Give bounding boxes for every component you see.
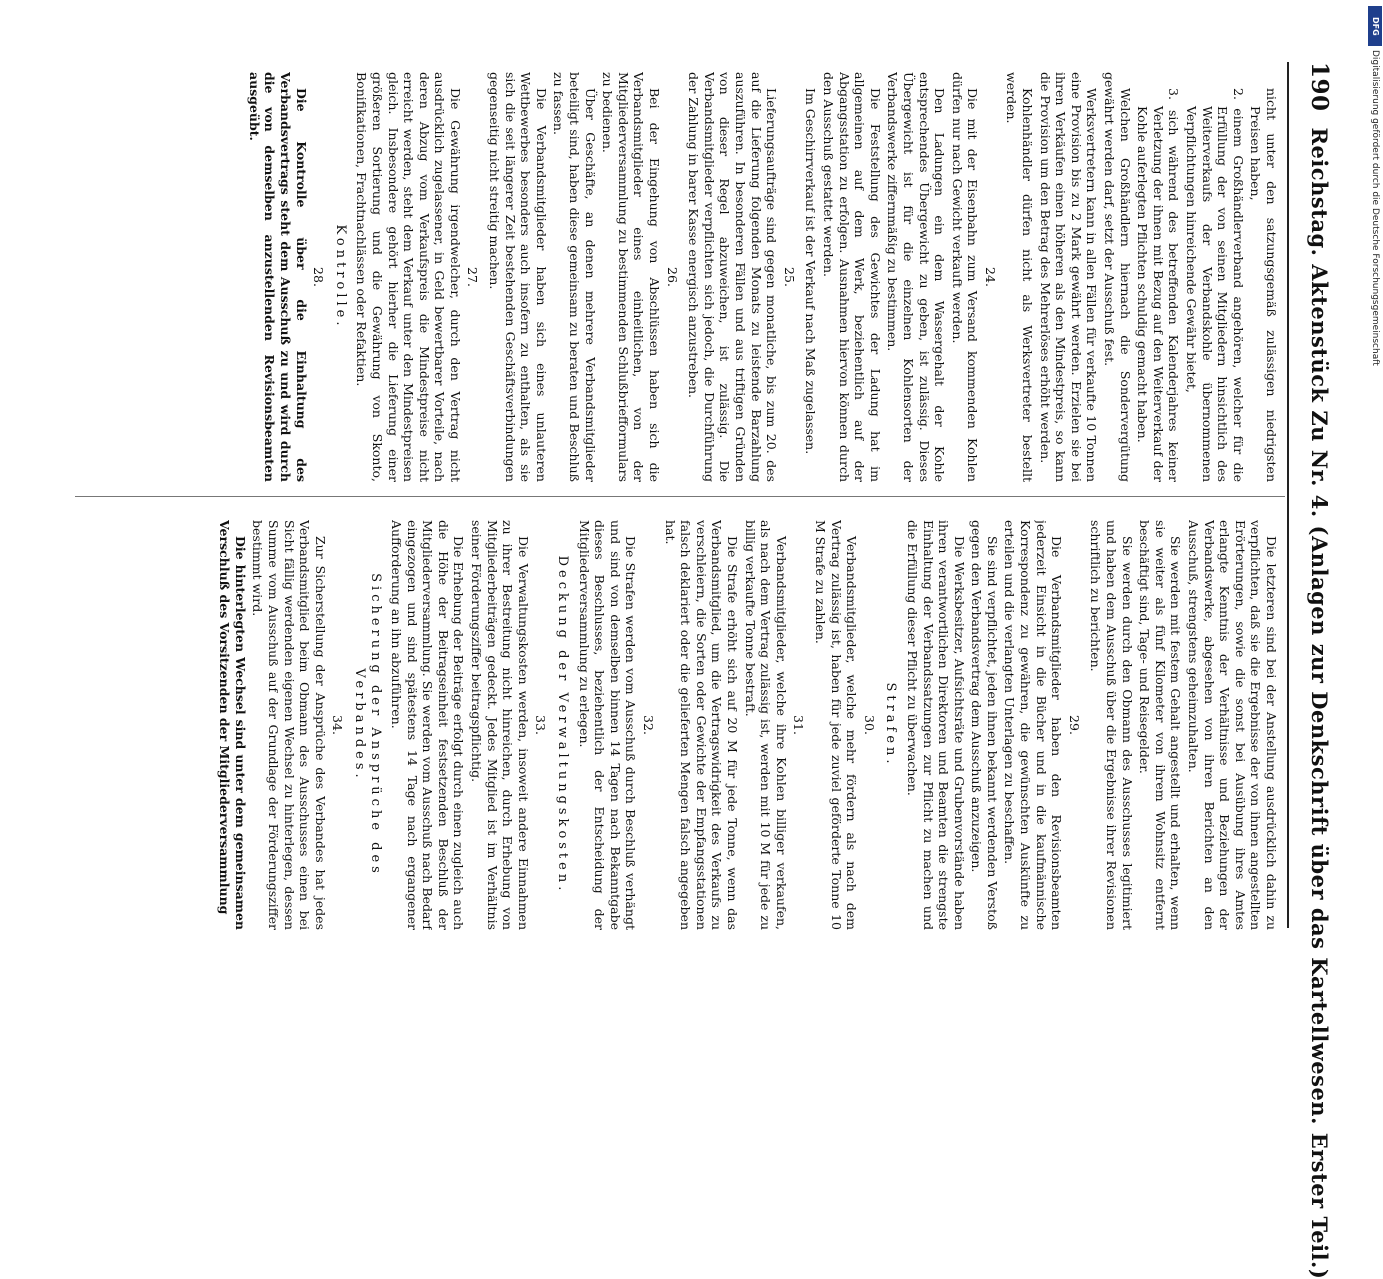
section-number: 25. (781, 267, 797, 287)
paragraph: Die Strafe erhöht sich auf 20 M für jede Tonne, wenn das Verbandsmitglied, um die Vertragswidrigkeit des Verkaufs zu verschleiern, die Sorten oder Gewichte der Empfangsstationen falsch deklariert oder die gelieferten Mengen falsch angegeben hat. (662, 520, 740, 930)
paragraph: Die letzteren sind bei der Anstellung ausdrücklich dahin zu verpflichten, daß sie die Ergebnisse der von ihnen angestellten Erörterungen, sowie die sonst bei Ausübung ihres Amtes erlangte Kenntnis der Verhältnisse und Beziehungen der Verbandswerke, abgesehen von ihren Berichten an den Ausschuß, strengstens geheimzuhalten. (1186, 520, 1279, 930)
paragraph: Die Werksbesitzer, Aufsichtsräte und Grubenvorstände haben ihren verantwortlichen Direktoren und Beamten die strengste Einhaltung der Verbandssatzungen zur Pflicht zu machen und die Erfüllung dieser Pflicht zu überwachen. (904, 520, 967, 930)
paragraph: Sie sind verpflichtet, jeden ihnen bekannt werdenden Verstoß gegen den Verbandsvertrag dem Ausschuß anzuzeigen. (969, 520, 1000, 930)
paragraph: Die Strafen werden vom Ausschuß durch Beschluß verhängt und sind von demselben binnen 14 Tagen nach Bekanntgabe dieses Beschlusses, beziehentlich der Entscheidung der Mitgliederversammlung zu erlegen. (576, 520, 639, 930)
section-number: 31. (791, 715, 807, 735)
header-rule (1287, 62, 1289, 928)
page-number: 190 (1306, 62, 1333, 112)
list-item: 3. sich während des betreffenden Kalenderjahres keiner Verletzung der ihnen mit Bezug auf den Weiterverkauf der Kohle auferlegten Pflichten schuldig gemacht haben. (1135, 88, 1182, 482)
section-number: 33. (533, 715, 549, 735)
list-item: nicht unter den satzungsgemäß zulässigen niedrigsten Preisen haben, (1248, 88, 1279, 482)
paragraph: Im Geschirrverkauf ist der Verkauf nach Maß zugelassen. (803, 88, 819, 455)
page-header (1293, 62, 1333, 1279)
list-item: 2. einem Großhändlerverband angehören, welcher für die Erfüllung der von seinen Mitgliedern hinsichtlich des Weiterverkaufs der Verbandskohle übernommenen Verpflichtungen hinreichende Gewähr bietet, (1184, 88, 1246, 482)
paragraph-bold: Die hinterlegten Wechsel sind unter dem gemeinsamen Verschluß des Vorsitzenden der Mitgliederversammlung (217, 520, 248, 930)
paragraph: Die Verbandsmitglieder haben sich eines unlauteren Wettbewerbes besonders auch insofern zu enthalten, als sie sich die seit längerer Zeit bestehenden Geschäftsverbindungen gegenseitig nicht streitig machen. (487, 72, 549, 482)
right-column (69, 520, 1279, 930)
paragraph-bold: Die Kontrolle über die Einhaltung des Verbandsvertrags steht dem Ausschuß zu und wird durch die von demselben anzustellenden Revisionsbeamten ausgeübt. (246, 72, 309, 482)
page-title: Reichstag. Aktenstück Zu Nr. 4. (Anlagen zur Denkschrift über das Kartellwesen. Erster Teil.) (1307, 127, 1332, 1279)
paragraph: Über Geschäfte, an denen mehrere Verbandsmitglieder beteiligt sind, haben diese gemeinsam zu beraten und Beschluß zu fassen. (551, 72, 598, 482)
paragraph: Zur Sicherstellung der Ansprüche des Verbandes hat jedes Verbandsmitglied beim Obmann des Ausschusses einen bei Sicht fällig werdenden eigenen Wechsel zu hinterlegen, dessen Summe vom Ausschuß auf der Grundlage der Förderungsziffer bestimmt wird. (250, 520, 328, 930)
paragraph: Die Feststellung des Gewichtes der Ladung hat im allgemeinen auf dem Werk, beziehentlich auf der Abgangsstation zu erfolgen. Ausnahmen hiervon können durch den Ausschuß gestattet werden. (820, 72, 883, 482)
section-number: 32. (641, 715, 657, 735)
paragraph: Die Gewährung irgendwelcher, durch den Vertrag nicht ausdrücklich zugelassener, in Geld bewertbarer Vorteile, nach deren Abzug vom Verkaufspreis die Mindestpreise nicht erreicht werden, steht dem Verkauf unter den Mindestpreisen gleich. Insbesondere gehört hierher die Lieferung einer größeren Sortierung und die Gewährung von Skonto, Bonifikationen, Frachtnachlässen oder Refaktien. (354, 72, 463, 482)
paragraph: Den Ladungen ein dem Wassergehalt der Kohle entsprechendes Übergewicht zu geben, ist zulässig. Dieses Übergewicht ist für die einzelnen Kohlensorten der Verbandswerke ziffernmäßig zu bestimmen. (885, 72, 948, 482)
paragraph: Kohlenhändler dürfen nicht als Werksvertreter bestellt werden. (1004, 72, 1036, 482)
paragraph: Bei der Eingehung von Abschlüssen haben sich die Verbandsmitglieder eines einheitlichen, von der Mitgliederversammlung zu bestimmenden Schlußbriefformulars zu bedienen. (600, 72, 663, 482)
paragraph: Verbandsmitglieder, welche mehr fördern als nach dem Vertrag zulässig ist, haben für jede zuviel geförderte Tonne 10 M Strafe zu zahlen. (812, 520, 860, 930)
digitization-note: Digitalisierung gefördert durch die Deutsche Forschungsgemeinschaft (1370, 50, 1380, 366)
paragraph: Werksvertretern kann in allen Fällen für verkaufte 10 Tonnen eine Provision bis zu 2 Mark gewährt werden. Erzielen sie bei ihren Verkäufen einen höheren als den Mindestpreis, so kann die Provision um den Betrag des Mehrerlöses erhöht werden. (1037, 72, 1100, 482)
section-number: 26. (664, 267, 680, 287)
section-number: 34. (330, 715, 346, 735)
paragraph: Sie werden mit festem Gehalt angestellt und erhalten, wenn sie weiter als fünf Kilometer von ihrem Wohnsitz entfernt beschäftigt sind, Tage- und Reisegelder. (1137, 520, 1184, 930)
section-number: 29. (1066, 715, 1082, 735)
section-heading: Kontrolle. (332, 224, 348, 330)
dfg-logo-badge: DFG (1368, 6, 1382, 46)
section-heading: Strafen. (883, 682, 899, 768)
paragraph: Die mit der Eisenbahn zum Versand kommenden Kohlen dürfen nur nach Gewicht verkauft werden. (949, 72, 981, 482)
column-divider (75, 496, 1285, 497)
paragraph: Die Erhebung der Beiträge erfolgt durch einen zugleich auch die Höhe der Beitragseinheit festsetzenden Beschluß der Mitgliederversammlung. Sie werden vom Ausschuß nach Bedarf eingezogen und sind spätestens 14 Tage nach ergangener Aufforderung an ihn abzuführen. (389, 520, 467, 930)
paragraph: Welchen Großhändlern hiernach die Sondervergütung gewährt werden darf, setzt der Ausschuß fest. (1102, 72, 1133, 482)
paragraph: Verbandsmitglieder, welche ihre Kohlen billiger verkaufen, als nach dem Vertrag zulässig ist, werden mit 10 M für jede zu billig verkaufte Tonne bestraft. (742, 520, 789, 930)
left-column (69, 72, 1279, 482)
paragraph: Die Verbandsmitglieder haben den Revisionsbeamten jederzeit Einsicht in die Bücher und in die kaufmännische Korrespondenz zu gewähren, die gewünschten Auskünfte zu erteilen und die verlangten Unterlagen zu beschaffen. (1002, 520, 1065, 930)
paragraph: Sie werden durch den Obmann des Ausschusses legitimiert und haben dem Ausschuß über die Ergebnisse ihrer Revisionen schriftlich zu berichten. (1088, 520, 1135, 930)
section-heading: Deckung der Verwaltungskosten. (555, 555, 571, 895)
section-number: 27. (465, 267, 481, 287)
section-heading: Sicherung der Ansprüche des Verbandes. (351, 573, 383, 877)
section-number: 30. (861, 715, 877, 735)
paragraph: Die Verwaltungskosten werden, insoweit andere Einnahmen zu ihrer Bestreitung nicht hinreichen, durch Erhebung von Mitgliederbeiträgen gedeckt. Jedes Mitglied ist im Verhältnis seiner Förderungsziffer beitragspflichtig. (469, 520, 531, 930)
section-number: 28. (311, 267, 327, 287)
paragraph: Lieferungsaufträge sind gegen monatliche, bis zum 20. des auf die Lieferung folgenden Monats zu leistende Barzahlung auszuführen. In besonderen Fällen und aus triftigen Gründen von dieser Regel abzuweichen, ist zulässig. Die Verbandsmitglieder verpflichten sich jedoch, die Durchführung der Zahlung in barer Kasse energisch anzustreben. (686, 72, 780, 482)
section-number: 24. (982, 267, 998, 287)
